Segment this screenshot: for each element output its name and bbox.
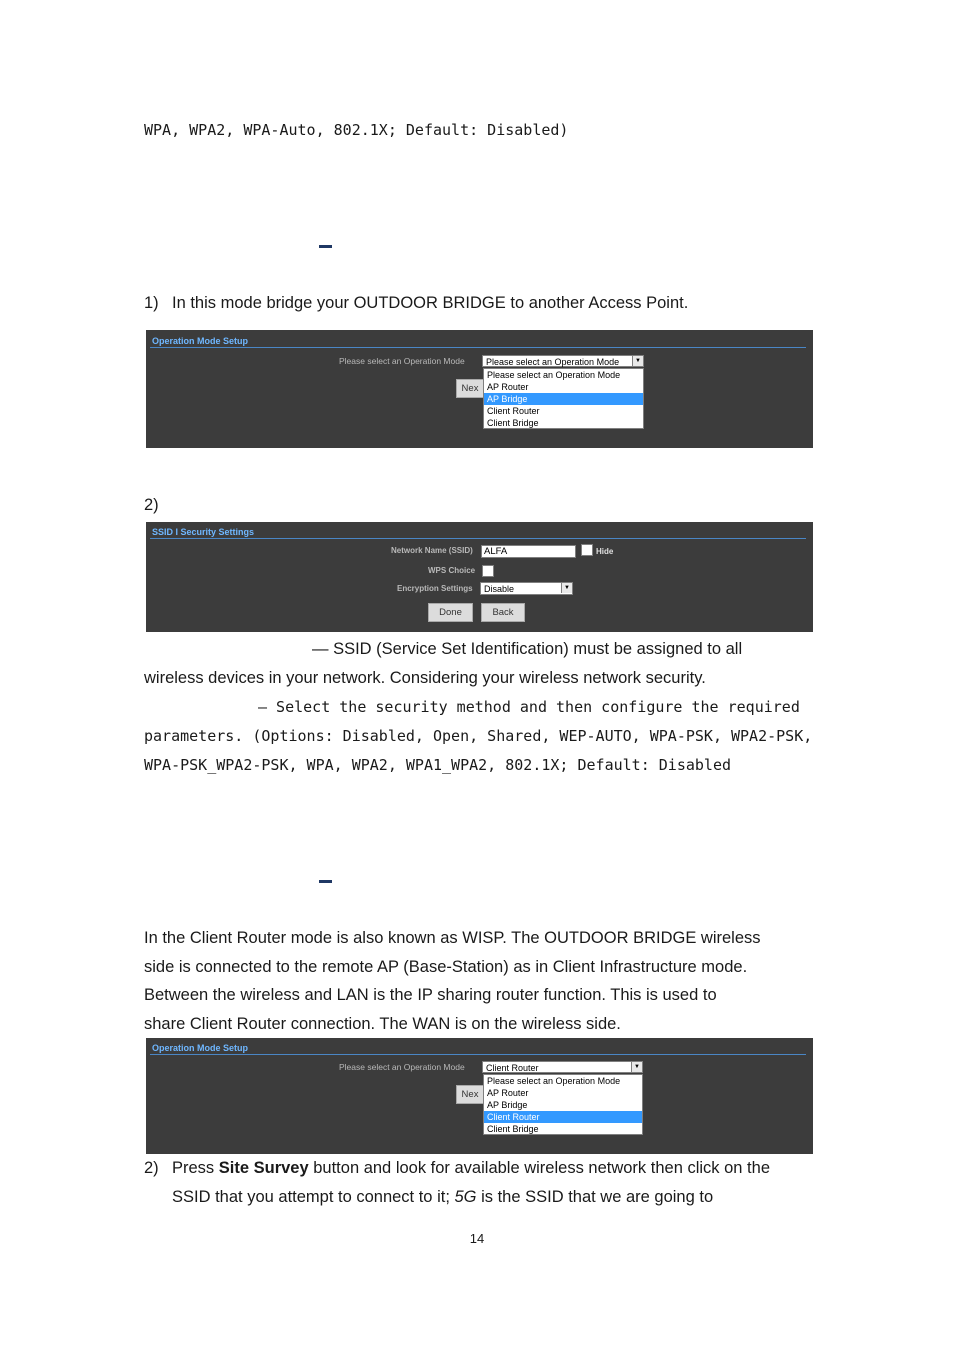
- operation-mode-label: Please select an Operation Mode: [339, 1062, 465, 1072]
- ssid-input[interactable]: ALFA: [481, 545, 576, 558]
- dropdown-option-highlighted[interactable]: AP Bridge: [484, 393, 643, 405]
- operation-mode-select[interactable]: [482, 1061, 643, 1073]
- dropdown-option[interactable]: Client Router: [487, 406, 540, 416]
- next-button[interactable]: Nex: [456, 379, 484, 398]
- dropdown-option[interactable]: AP Router: [487, 1088, 529, 1098]
- done-button[interactable]: Done: [428, 603, 473, 622]
- dropdown-option[interactable]: Please select an Operation Mode: [487, 370, 621, 380]
- client-router-line3: Between the wireless and LAN is the IP sharing router function. This is used to: [144, 986, 717, 1004]
- chevron-down-icon[interactable]: ▼: [632, 356, 643, 366]
- step2b-line1: [172, 1158, 770, 1178]
- operation-mode-select[interactable]: [482, 355, 644, 367]
- next-button[interactable]: Nex: [456, 1085, 484, 1104]
- client-router-line1: In the Client Router mode is also known as WISP. The OUTDOOR BRIDGE wireless: [144, 929, 761, 947]
- heading-dash: [319, 880, 332, 883]
- operation-mode-dropdown[interactable]: [483, 368, 644, 429]
- ssid-5g-term: 5G: [454, 1188, 477, 1206]
- dropdown-option[interactable]: Client Bridge: [487, 418, 539, 428]
- dropdown-option[interactable]: Client Bridge: [487, 1124, 539, 1134]
- ssid-desc-line2: wireless devices in your network. Considering your wireless network security.: [144, 669, 706, 687]
- wps-checkbox[interactable]: [482, 565, 494, 577]
- step1-number: 1): [144, 294, 159, 312]
- enc-desc-line2: parameters. (Options: Disabled, Open, Shared, WEP-AUTO, WPA-PSK, WPA2-PSK,: [144, 727, 813, 745]
- encryption-selected: Disable: [484, 584, 515, 594]
- operation-mode-selected: Please select an Operation Mode: [486, 357, 620, 367]
- operation-mode-label: Please select an Operation Mode: [339, 356, 465, 366]
- ssid-label: Network Name (SSID): [391, 546, 473, 555]
- chevron-down-icon[interactable]: ▼: [561, 583, 572, 593]
- step2b-number: 2): [144, 1159, 159, 1177]
- panel-title: Operation Mode Setup: [152, 1043, 249, 1053]
- operation-mode-panel-1: [146, 330, 813, 448]
- step1-text: In this mode bridge your OUTDOOR BRIDGE to another Access Point.: [172, 294, 689, 312]
- step2-number: 2): [144, 496, 159, 514]
- ssid-desc-line1: — SSID (Service Set Identification) must be assigned to all: [312, 640, 743, 658]
- wps-label: WPS Choice: [428, 566, 476, 575]
- client-router-line2: side is connected to the remote AP (Base-Station) as in Client Infrastructure mode.: [144, 958, 748, 976]
- panel-divider: [150, 1054, 806, 1055]
- step2b-pre: Press: [172, 1159, 219, 1177]
- encryption-label: Encryption Settings: [397, 584, 473, 593]
- step2b-post: button and look for available wireless network then click on the: [308, 1159, 770, 1177]
- heading-dash: [319, 245, 332, 248]
- encryption-select[interactable]: [480, 582, 573, 595]
- dropdown-option[interactable]: Please select an Operation Mode: [487, 1076, 621, 1086]
- step2b-line2-post: is the SSID that we are going to: [476, 1188, 714, 1206]
- top-line: WPA, WPA2, WPA-Auto, 802.1X; Default: Disabled): [144, 121, 569, 139]
- enc-desc-line1: — Select the security method and then configure the required: [258, 698, 800, 716]
- operation-mode-selected: Client Router: [486, 1063, 539, 1073]
- panel-divider: [150, 538, 806, 539]
- chevron-down-icon[interactable]: ▼: [631, 1062, 642, 1072]
- step2b-line2-pre: SSID that you attempt to connect to it;: [172, 1188, 455, 1206]
- operation-mode-dropdown[interactable]: [483, 1074, 643, 1135]
- dropdown-option[interactable]: AP Bridge: [487, 1100, 528, 1110]
- ssid-security-panel: [146, 522, 813, 632]
- panel-title: Operation Mode Setup: [152, 336, 249, 346]
- client-router-line4: share Client Router connection. The WAN is on the wireless side.: [144, 1015, 621, 1033]
- hide-checkbox[interactable]: [581, 544, 593, 556]
- panel-divider: [150, 347, 806, 348]
- operation-mode-panel-2: [146, 1038, 813, 1154]
- back-button[interactable]: Back: [481, 603, 525, 622]
- site-survey-term: Site Survey: [218, 1159, 309, 1177]
- dropdown-option[interactable]: AP Router: [487, 382, 529, 392]
- page-number: 14: [469, 1231, 485, 1246]
- hide-label: Hide: [596, 547, 614, 556]
- panel-title: SSID I Security Settings: [152, 527, 255, 537]
- enc-desc-line3: WPA-PSK_WPA2-PSK, WPA, WPA2, WPA1_WPA2, 802.1X; Default: Disabled: [144, 756, 731, 774]
- step2b-line2: [172, 1187, 713, 1207]
- dropdown-option-highlighted[interactable]: Client Router: [484, 1111, 642, 1123]
